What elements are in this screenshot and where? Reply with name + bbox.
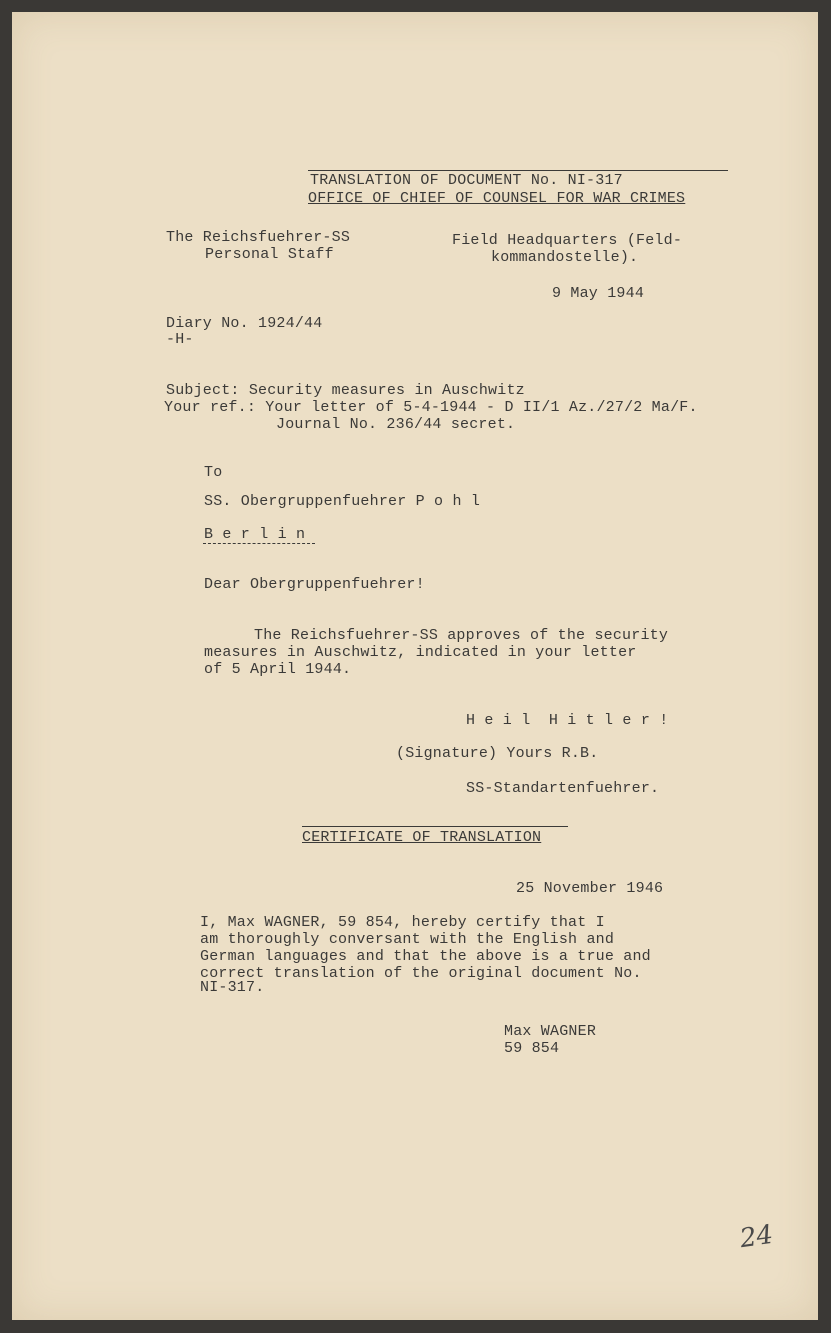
diary-mark: -H-: [166, 331, 194, 348]
diary-number: Diary No. 1924/44: [166, 315, 323, 332]
closing-greeting: H e i l H i t l e r !: [466, 712, 669, 729]
translator-name: Max WAGNER: [504, 1023, 597, 1040]
certificate-line5: NI-317.: [200, 979, 265, 996]
recipient-city: B e r l i n: [204, 526, 306, 543]
certificate-title: CERTIFICATE OF TRANSLATION: [302, 829, 542, 846]
header-title: TRANSLATION OF DOCUMENT No. NI-317: [310, 172, 623, 189]
sender-line1: The Reichsfuehrer-SS: [166, 229, 351, 246]
certificate-line3: German languages and that the above is a true and: [200, 948, 651, 965]
salutation: Dear Obergruppenfuehrer!: [204, 576, 425, 593]
certificate-line4: correct translation of the original document No.: [200, 965, 642, 982]
page-number: 24: [738, 1219, 776, 1255]
reference-line: Your ref.: Your letter of 5-4-1944 - D II/1 Az./27/2 Ma/F.: [164, 399, 698, 416]
recipient-to: To: [204, 464, 223, 481]
location-line1: Field Headquarters (Feld-: [452, 232, 683, 249]
closing-signature: (Signature) Yours R.B.: [396, 745, 599, 762]
translator-number: 59 854: [504, 1040, 560, 1057]
body-line2: measures in Auschwitz, indicated in your letter: [204, 644, 637, 661]
letter-date: 9 May 1944: [552, 285, 645, 302]
location-line2: kommandostelle).: [491, 249, 639, 266]
document-page: [12, 12, 818, 1320]
certificate-date: 25 November 1946: [516, 880, 664, 897]
closing-rank: SS-Standartenfuehrer.: [466, 780, 660, 797]
body-line3: of 5 April 1944.: [204, 661, 352, 678]
city-underline: [203, 543, 315, 544]
header-top-rule: [308, 170, 728, 171]
certificate-line1: I, Max WAGNER, 59 854, hereby certify that I: [200, 914, 605, 931]
certificate-line2: am thoroughly conversant with the English and: [200, 931, 615, 948]
recipient-name: SS. Obergruppenfuehrer P o h l: [204, 493, 481, 510]
certificate-top-rule: [302, 826, 568, 827]
journal-line: Journal No. 236/44 secret.: [276, 416, 516, 433]
sender-line2: Personal Staff: [205, 246, 334, 263]
header-office: OFFICE OF CHIEF OF COUNSEL FOR WAR CRIMES: [308, 190, 686, 207]
body-line1: The Reichsfuehrer-SS approves of the security: [254, 627, 669, 644]
subject-line: Subject: Security measures in Auschwitz: [166, 382, 525, 399]
